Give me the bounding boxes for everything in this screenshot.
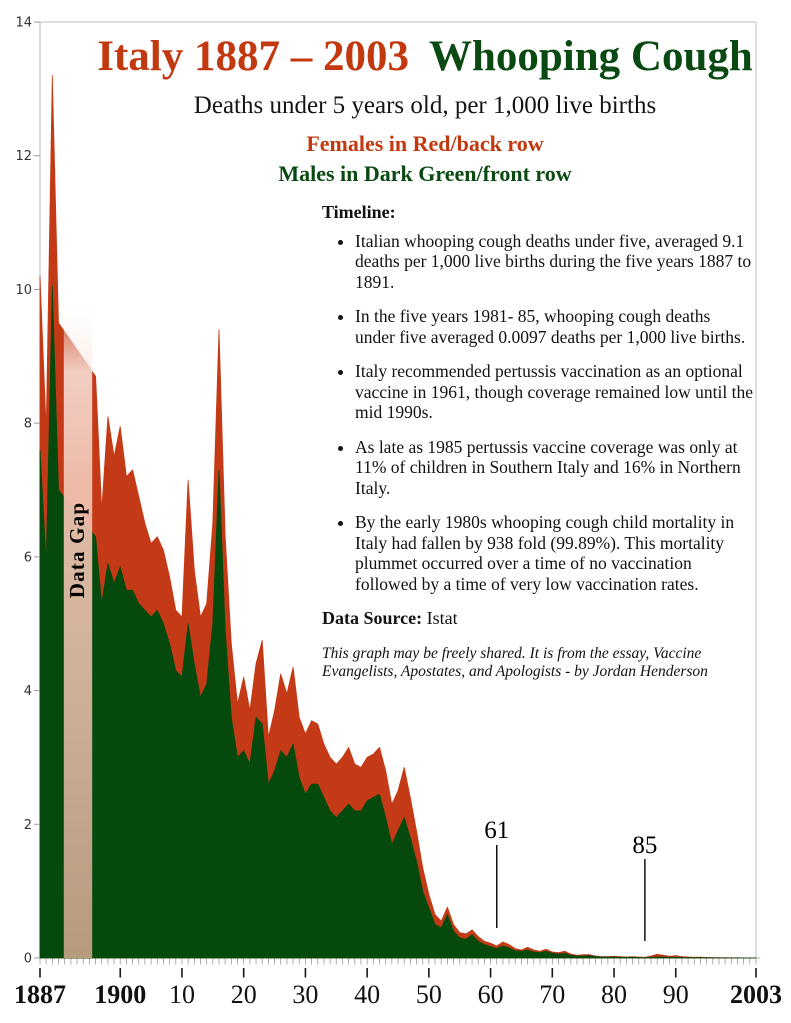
title-disease: Whooping Cough bbox=[428, 33, 753, 80]
timeline-bullet: • Italian whooping cough deaths under five, averaged 9.1 deaths per 1,000 live births during the five years 1887 to 1891. bbox=[355, 231, 754, 292]
timeline-panel bbox=[322, 202, 754, 682]
annotation-label: 85 bbox=[632, 832, 658, 859]
timeline-bullet: • In the five years 1981- 85, whooping cough deaths under five averaged 0.0097 deaths per 1,000 live births. bbox=[355, 306, 754, 347]
data-source-line bbox=[322, 608, 754, 629]
y-tick-label: 14 bbox=[15, 15, 32, 31]
timeline-bullet: • By the early 1980s whooping cough child mortality in Italy had fallen by 938 fold (99.89%). This mortality plummet occurred over a time of no vaccination followed by a time of very low vaccination rates. bbox=[355, 512, 754, 594]
y-tick-label: 0 bbox=[23, 951, 32, 967]
x-axis bbox=[14, 959, 782, 1010]
data-source-label: Data Source: bbox=[322, 608, 423, 629]
legend-females: Females in Red/back row bbox=[306, 131, 544, 157]
x-tick-label: 80 bbox=[601, 980, 628, 1009]
legend-males: Males in Dark Green/front row bbox=[278, 161, 572, 187]
share-note: This graph may be freely shared. It is from the essay, Vaccine Evangelists, Apostates, and Apologists - by Jordan Henderson bbox=[322, 645, 708, 681]
annotation-61 bbox=[484, 817, 509, 928]
y-tick-label: 10 bbox=[15, 282, 32, 298]
y-tick-label: 4 bbox=[23, 684, 32, 700]
y-tick-label: 6 bbox=[23, 550, 32, 566]
timeline-bullet: • As late as 1985 pertussis vaccine coverage was only at 11% of children in Southern Italy and 16% in Northern Italy. bbox=[355, 437, 754, 498]
chart-subtitle: Deaths under 5 years old, per 1,000 live births bbox=[193, 92, 657, 120]
data-gap-label: Data Gap bbox=[64, 501, 89, 599]
x-tick-label: 60 bbox=[477, 980, 504, 1009]
chart-header bbox=[65, 33, 785, 187]
timeline-list bbox=[322, 231, 754, 594]
x-tick-label: 30 bbox=[292, 980, 319, 1009]
y-tick-label: 8 bbox=[23, 416, 32, 432]
x-tick-label: 90 bbox=[662, 980, 689, 1009]
y-tick-label: 2 bbox=[23, 817, 32, 833]
x-tick-label: 2003 bbox=[730, 980, 782, 1009]
y-tick-label: 12 bbox=[15, 149, 32, 165]
x-tick-label: 50 bbox=[415, 980, 442, 1009]
x-tick-label: 1900 bbox=[94, 980, 147, 1009]
page-title bbox=[65, 33, 785, 80]
annotation-label: 61 bbox=[484, 817, 510, 844]
y-axis bbox=[15, 16, 40, 967]
x-tick-label: 1887 bbox=[14, 980, 66, 1009]
x-tick-label: 20 bbox=[230, 980, 257, 1009]
x-tick-label: 40 bbox=[354, 980, 381, 1009]
x-tick-label: 70 bbox=[539, 980, 566, 1009]
data-gap-band bbox=[64, 292, 92, 958]
timeline-bullet: • Italy recommended pertussis vaccination as an optional vaccine in 1961, though coverage remained low until the mid 1990s. bbox=[355, 361, 754, 422]
title-period: Italy 1887 – 2003 bbox=[97, 33, 409, 80]
data-source-value: Istat bbox=[426, 608, 458, 629]
annotation-85 bbox=[632, 832, 657, 941]
timeline-heading: Timeline: bbox=[322, 202, 396, 222]
x-tick-label: 10 bbox=[168, 980, 195, 1009]
